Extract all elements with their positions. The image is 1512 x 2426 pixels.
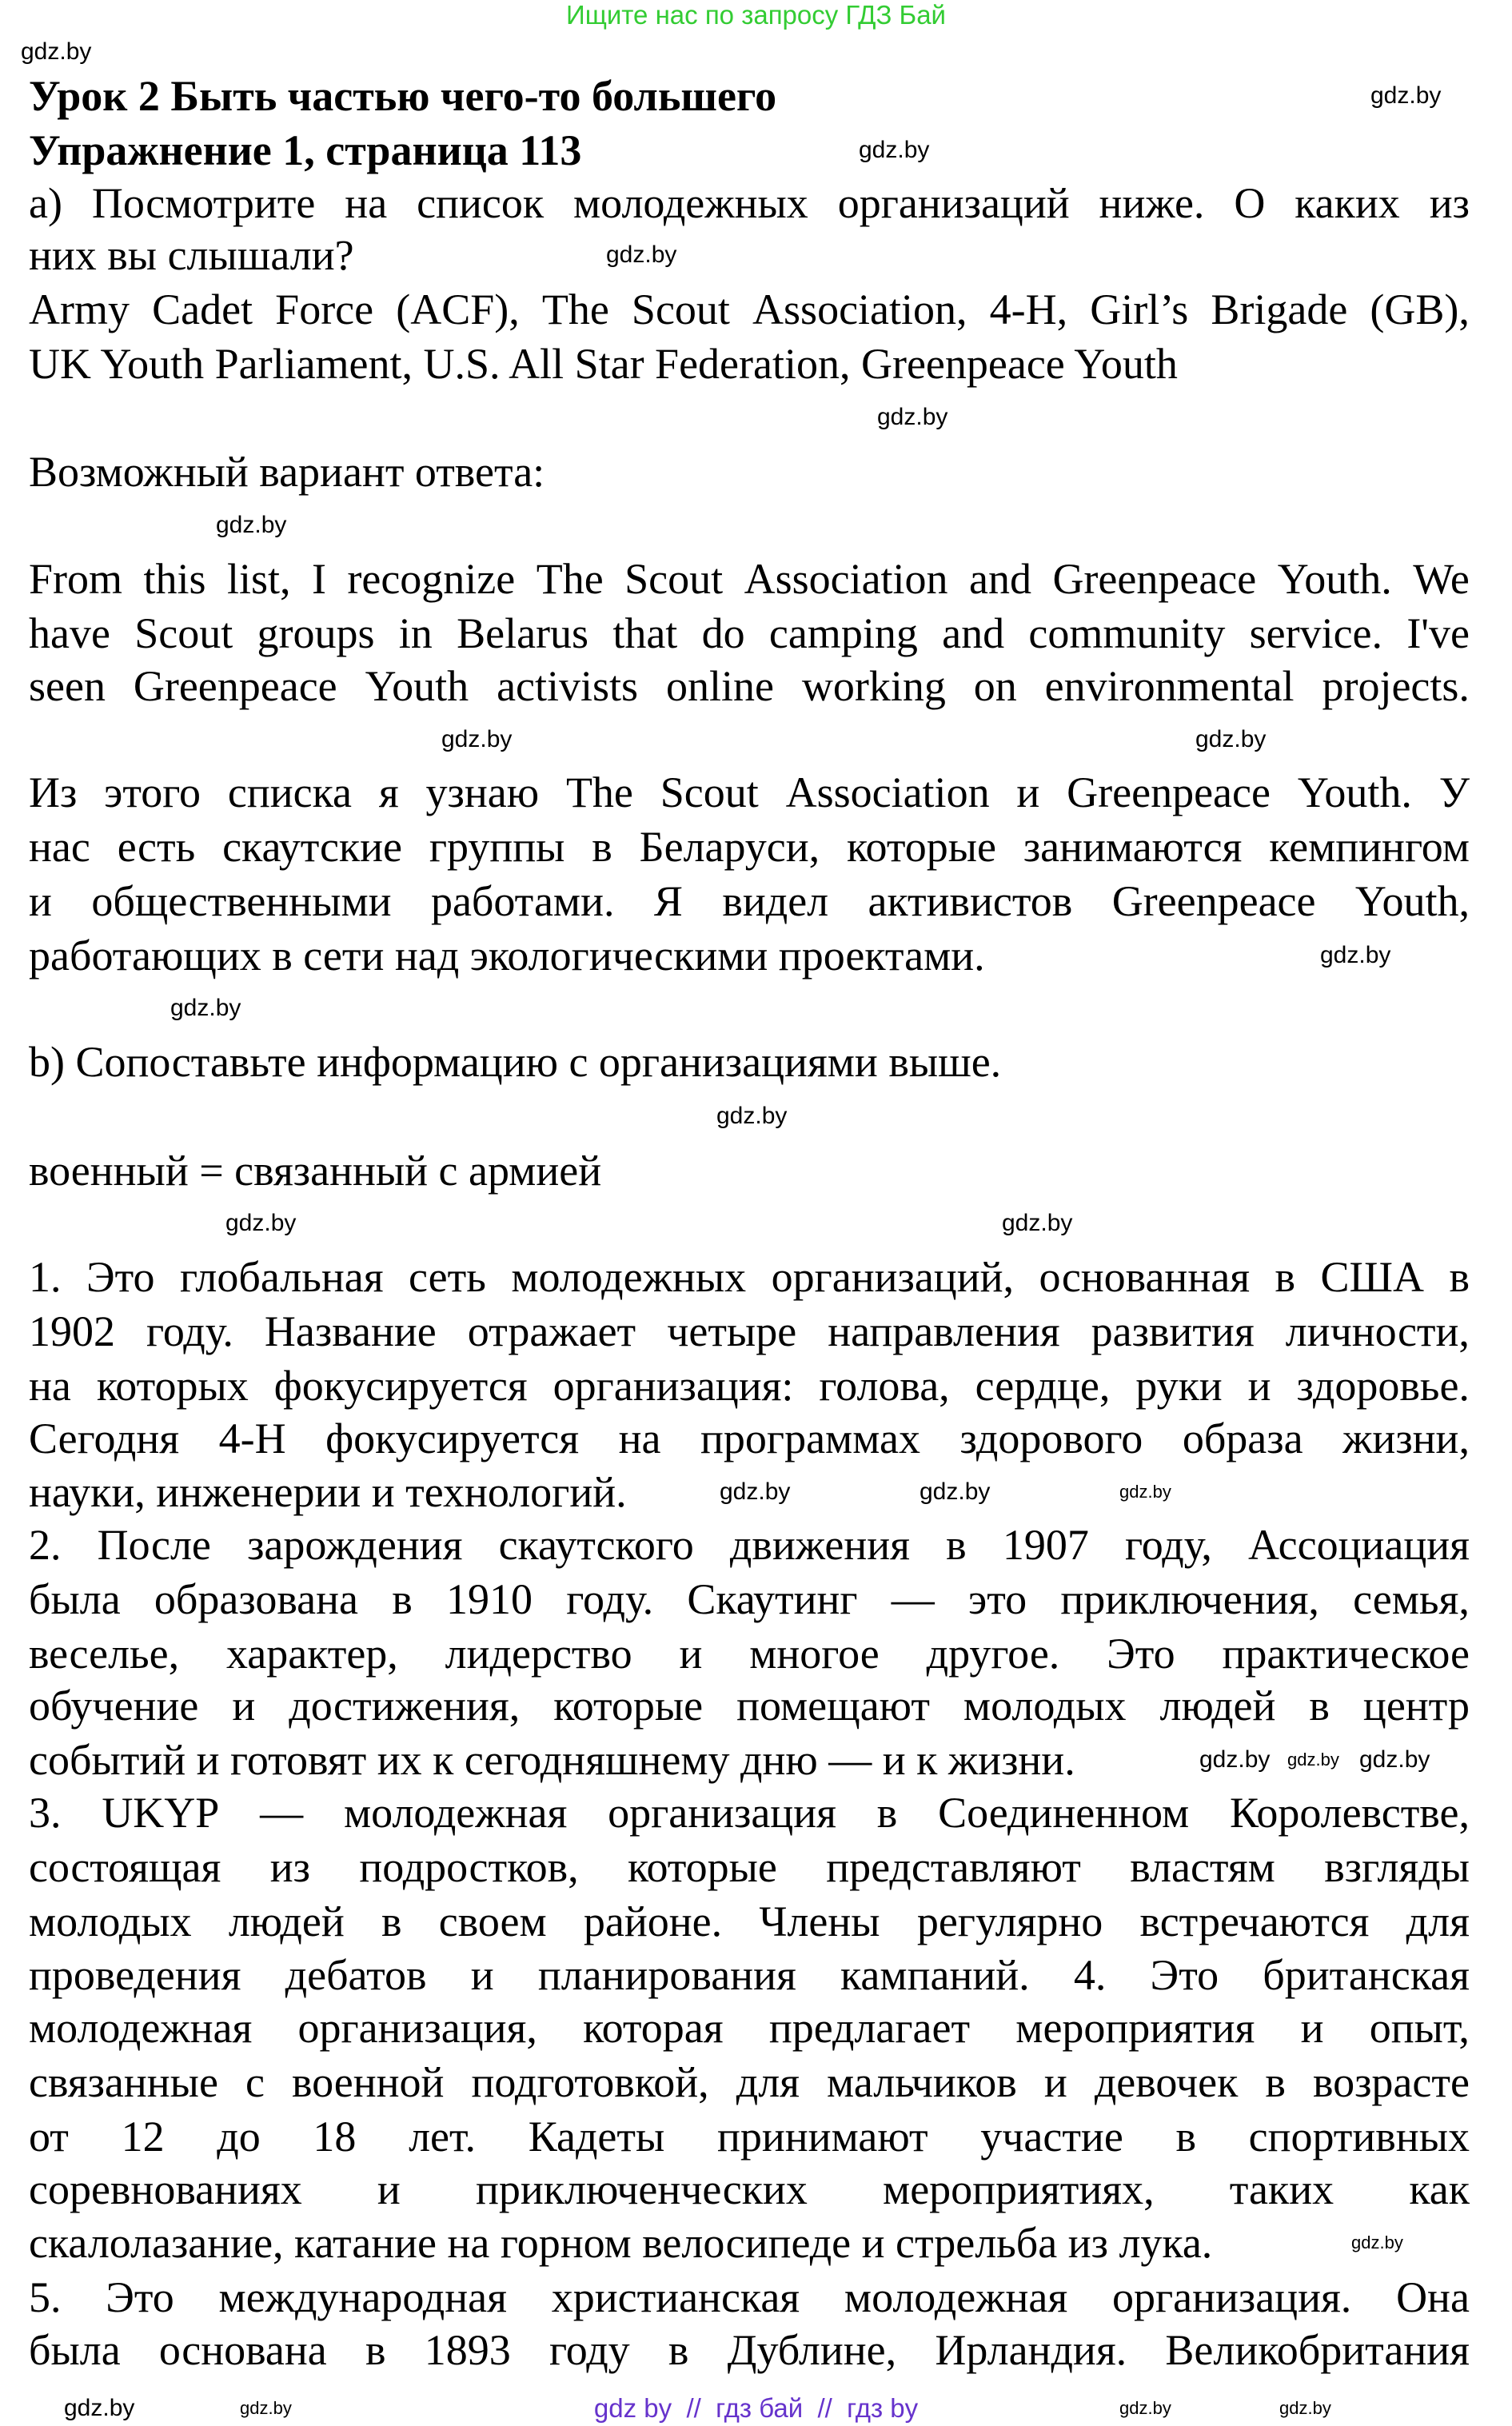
word: Это	[86, 1253, 155, 1301]
heading-line: Урок 2 Быть частью чего-то большего	[29, 72, 777, 120]
word: Великобритания	[1165, 2326, 1470, 2374]
word: на	[29, 1362, 71, 1410]
word: девочек	[1094, 2058, 1239, 2106]
word: организация.	[1111, 2273, 1352, 2321]
word: которые	[627, 1843, 777, 1891]
word: глобальная	[179, 1253, 384, 1301]
word: Girl’s	[1090, 285, 1189, 333]
word: в	[365, 2326, 386, 2374]
text-line	[29, 1630, 1470, 1678]
word: спортивных	[1248, 2113, 1470, 2161]
text-line	[29, 1843, 1470, 1891]
word: на	[345, 179, 388, 227]
word: в	[1449, 1253, 1470, 1301]
text-line	[29, 1897, 1470, 1945]
word: мероприятиях,	[883, 2165, 1155, 2213]
word: Это	[1150, 1951, 1219, 1999]
word: до	[217, 2113, 261, 2161]
word: и	[29, 877, 52, 925]
word: организация,	[297, 2004, 537, 2052]
word: camping	[768, 609, 918, 657]
word: Scout	[660, 768, 759, 816]
watermark-label: gdz.by	[859, 137, 930, 163]
watermark-label: gdz.by	[877, 404, 948, 430]
word: связанные	[29, 2058, 218, 2106]
word: activists	[497, 662, 639, 710]
word: программах	[700, 1415, 920, 1462]
word: Я	[653, 877, 683, 925]
word: состоящая	[29, 1843, 221, 1891]
word: группы	[429, 823, 565, 871]
word: Cadet	[152, 285, 253, 333]
word: online	[665, 662, 774, 710]
word: сеть	[409, 1253, 486, 1301]
word: Greenpeace	[1111, 877, 1316, 925]
watermark-label: gdz.by	[225, 1210, 297, 1236]
word: приключенческих	[475, 2165, 808, 2213]
watermark-label: gdz.by	[1359, 1746, 1430, 1773]
watermark-label: gdz.by	[1002, 1210, 1073, 1236]
word: личности,	[1285, 1307, 1470, 1355]
word: молодежных	[511, 1253, 747, 1301]
word: Скаутинг	[687, 1575, 858, 1623]
word: Association,	[752, 285, 967, 333]
footer-banner: gdz by // гдз бай // гдз by	[593, 2393, 919, 2423]
word: из	[1429, 179, 1470, 227]
word: После	[97, 1521, 211, 1569]
text-line	[29, 1253, 1470, 1301]
word: возрасте	[1312, 2058, 1470, 2106]
word: в	[392, 1575, 413, 1623]
word: которых	[96, 1362, 249, 1410]
word: направления	[828, 1307, 1060, 1355]
word: Ассоциация	[1248, 1521, 1470, 1569]
word: голова,	[819, 1362, 950, 1410]
word: организация	[608, 1789, 836, 1837]
word: Scout	[134, 609, 233, 657]
word: мероприятия	[1015, 2004, 1255, 2052]
word: руки	[1135, 1362, 1223, 1410]
word: предлагает	[768, 2004, 971, 2052]
word: организаций,	[771, 1253, 1014, 1301]
text-line	[29, 2113, 1470, 2161]
word: From	[29, 555, 123, 603]
word: соревнованиях	[29, 2165, 302, 2213]
word: фокусируется	[325, 1415, 580, 1462]
word: с	[245, 2058, 265, 2106]
word: 4.	[1073, 1951, 1107, 1999]
word: встречаются	[1139, 1897, 1370, 1945]
word: основанная	[1039, 1253, 1251, 1301]
watermark-label: gdz.by	[170, 995, 241, 1021]
word: Из	[29, 768, 78, 816]
word: достижения,	[289, 1682, 521, 1730]
watermark-label: gdz.by	[240, 2398, 292, 2418]
word: организация:	[553, 1362, 794, 1410]
word: Force	[275, 285, 374, 333]
word: организаций	[837, 179, 1070, 227]
word: своем	[438, 1897, 547, 1945]
word: Army	[29, 285, 130, 333]
word: активистов	[868, 877, 1073, 925]
word: здорового	[959, 1415, 1143, 1462]
text-line	[29, 1307, 1470, 1355]
word: Scout	[631, 285, 730, 333]
word: молодых	[963, 1682, 1127, 1730]
word: видел	[722, 877, 829, 925]
text-line: них вы слышали?	[29, 231, 354, 279]
word: environmental	[1044, 662, 1295, 710]
word: взгляды	[1324, 1843, 1470, 1891]
word: была	[29, 2326, 121, 2374]
word: Дублине,	[727, 2326, 897, 2374]
word: working	[801, 662, 946, 710]
word: в	[1265, 2058, 1286, 2106]
watermark-label: gdz.by	[1119, 1482, 1171, 1502]
word: Это	[1107, 1630, 1175, 1678]
word: занимаются	[1023, 823, 1243, 871]
word: для	[1406, 1897, 1470, 1945]
word: христианская	[551, 2273, 800, 2321]
word: британская	[1263, 1951, 1470, 1999]
word: seen	[29, 662, 106, 710]
word: как	[1409, 2165, 1470, 2213]
word: сердце,	[975, 1362, 1111, 1410]
text-line	[29, 609, 1470, 657]
word: —	[891, 1575, 935, 1623]
word: людей	[1159, 1682, 1276, 1730]
word: Association	[744, 555, 948, 603]
word: семья,	[1353, 1575, 1470, 1623]
word: и	[232, 1682, 256, 1730]
word: 5.	[29, 2273, 62, 2321]
word: Название	[264, 1307, 437, 1355]
word: кемпингом	[1269, 823, 1470, 871]
text-line: UK Youth Parliament, U.S. All Star Federation, Greenpeace Youth	[29, 340, 1178, 388]
word: образа	[1182, 1415, 1303, 1462]
watermark-label: gdz.by	[920, 1478, 991, 1505]
text-line	[29, 555, 1470, 603]
word: Члены	[759, 1897, 880, 1945]
word: веселье,	[29, 1630, 180, 1678]
word: (ACF),	[396, 285, 520, 333]
word: молодых	[29, 1897, 192, 1945]
word: и	[1247, 1362, 1271, 1410]
word: Королевстве,	[1230, 1789, 1470, 1837]
word: в	[592, 823, 612, 871]
word: отражает	[467, 1307, 636, 1355]
text-line: военный = связанный с армией	[29, 1147, 602, 1195]
word: для	[736, 2058, 800, 2106]
text-line: работающих в сети над экологическими проектами.	[29, 932, 985, 980]
word: из	[269, 1843, 310, 1891]
word: и	[1300, 2004, 1324, 2052]
word: Кадеты	[528, 2113, 665, 2161]
word: and	[969, 555, 1031, 603]
word: и	[377, 2165, 401, 2213]
word: обучение	[29, 1682, 199, 1730]
word: лет.	[409, 2113, 477, 2161]
word: лидерство	[445, 1630, 632, 1678]
word: 1.	[29, 1253, 62, 1301]
word: on	[973, 662, 1017, 710]
word: четыре	[667, 1307, 797, 1355]
word: таких	[1229, 2165, 1334, 2213]
watermark-label: gdz.by	[1195, 726, 1267, 752]
word: The	[536, 555, 604, 603]
word: Youth.	[1277, 555, 1392, 603]
word: в	[381, 1897, 402, 1945]
word: я	[378, 768, 399, 816]
text-line	[29, 823, 1470, 871]
word: в	[1275, 1253, 1296, 1301]
word: и	[679, 1630, 703, 1678]
word: в	[1175, 2113, 1196, 2161]
word: in	[398, 609, 433, 657]
word: которые	[553, 1682, 704, 1730]
word: опыт,	[1369, 2004, 1470, 2052]
watermark-label: gdz.by	[606, 241, 677, 268]
word: Сегодня	[29, 1415, 180, 1462]
word: список	[417, 179, 545, 227]
heading-line: Упражнение 1, страница 113	[29, 126, 582, 174]
word: I	[311, 555, 326, 603]
word: образована	[154, 1575, 358, 1623]
word: принимают	[716, 2113, 928, 2161]
word: которые	[847, 823, 996, 871]
word: 12	[121, 2113, 165, 2161]
word: community	[1028, 609, 1226, 657]
text-line	[29, 2165, 1470, 2213]
word: списка	[227, 768, 353, 816]
word: этого	[104, 768, 201, 816]
word: представляют	[826, 1843, 1081, 1891]
word: помещают	[736, 1682, 930, 1730]
word: service.	[1249, 609, 1383, 657]
watermark-label: gdz.by	[1370, 82, 1442, 109]
word: участие	[980, 2113, 1123, 2161]
word: году.	[566, 1575, 654, 1623]
word: 4-H,	[989, 285, 1068, 333]
word: (GB),	[1370, 285, 1470, 333]
word: в	[1309, 1682, 1330, 1730]
word: практическое	[1222, 1630, 1470, 1678]
word: молодежная	[29, 2004, 253, 2052]
word: Brigade	[1211, 285, 1348, 333]
word: 3.	[29, 1789, 62, 1837]
text-line: событий и готовят их к сегодняшнему дню — и к жизни.	[29, 1736, 1075, 1784]
word: The	[565, 768, 633, 816]
word: have	[29, 609, 110, 657]
word: на	[618, 1415, 661, 1462]
watermark-label: gdz.by	[216, 512, 287, 538]
text-line	[29, 1521, 1470, 1569]
word: была	[29, 1575, 121, 1623]
word: Greenpeace	[133, 662, 337, 710]
word: году,	[1125, 1521, 1212, 1569]
text-line	[29, 2326, 1470, 2374]
word: 18	[313, 2113, 357, 2161]
word: подготовкой,	[471, 2058, 709, 2106]
watermark-label: gdz.by	[716, 1103, 788, 1129]
word: У	[1438, 768, 1470, 816]
word: Она	[1396, 2273, 1470, 2321]
word: молодежных	[572, 179, 808, 227]
word: многое	[749, 1630, 880, 1678]
word: общественными	[91, 877, 392, 925]
word: скаутские	[222, 823, 403, 871]
search-us-banner: Ищите нас по запросу ГДЗ Бай	[566, 0, 946, 30]
watermark-label: gdz.by	[1279, 2398, 1331, 2418]
word: Беларуси,	[639, 823, 820, 871]
word: и	[1016, 768, 1040, 816]
text-line	[29, 1362, 1470, 1410]
text-line	[29, 662, 1470, 710]
word: I've	[1406, 609, 1470, 657]
word: жизни,	[1342, 1415, 1470, 1462]
watermark-label: gdz.by	[21, 38, 92, 65]
text-line	[29, 1789, 1470, 1837]
word: and	[942, 609, 1005, 657]
word: другое.	[926, 1630, 1060, 1678]
word: характер,	[225, 1630, 398, 1678]
word: Greenpeace	[1052, 555, 1257, 603]
text-line	[29, 1951, 1470, 1999]
word: подростков,	[359, 1843, 579, 1891]
text-line	[29, 2058, 1470, 2106]
word: зарождения	[247, 1521, 463, 1569]
word: в	[876, 1789, 898, 1837]
word: 2.	[29, 1521, 62, 1569]
word: году	[549, 2326, 630, 2374]
word: международная	[218, 2273, 507, 2321]
text-line	[29, 1415, 1470, 1462]
word: кампаний.	[840, 1951, 1030, 1999]
word: Youth	[365, 662, 469, 710]
word: а)	[29, 179, 62, 227]
word: нас	[29, 823, 90, 871]
word: и	[470, 1951, 494, 1999]
word: 1907	[1002, 1521, 1089, 1569]
word: властям	[1130, 1843, 1275, 1891]
word: развития	[1091, 1307, 1255, 1355]
word: Соединенном	[938, 1789, 1190, 1837]
word: Association	[785, 768, 990, 816]
word: this	[143, 555, 206, 603]
word: 1910	[446, 1575, 533, 1623]
word: Посмотрите	[91, 179, 316, 227]
word: скаутского	[498, 1521, 694, 1569]
text-line	[29, 1682, 1470, 1730]
text-line	[29, 285, 1470, 333]
word: году.	[146, 1307, 233, 1355]
word: движения	[729, 1521, 910, 1569]
watermark-label: gdz.by	[720, 1478, 791, 1505]
text-line	[29, 2004, 1470, 2052]
word: центр	[1362, 1682, 1470, 1730]
word: О	[1234, 179, 1266, 227]
text-line: скалолазание, катание на горном велосипеде и стрельба из лука.	[29, 2219, 1213, 2267]
word: projects.	[1322, 662, 1470, 710]
word: Scout	[624, 555, 724, 603]
word: каких	[1295, 179, 1400, 227]
text-line	[29, 768, 1470, 816]
watermark-label: gdz.by	[1287, 1750, 1339, 1770]
word: дебатов	[285, 1951, 427, 1999]
word: We	[1413, 555, 1470, 603]
word: UKYP	[102, 1789, 220, 1837]
watermark-label: gdz.by	[441, 726, 513, 752]
word: в	[668, 2326, 689, 2374]
word: list,	[226, 555, 291, 603]
word: в	[946, 1521, 967, 1569]
word: молодежная	[844, 2273, 1068, 2321]
word: 4-H	[218, 1415, 286, 1462]
word: 1902	[29, 1307, 115, 1355]
word: США	[1320, 1253, 1424, 1301]
word: людей	[228, 1897, 345, 1945]
word: районе.	[583, 1897, 723, 1945]
word: that	[612, 609, 678, 657]
word: это	[968, 1575, 1027, 1623]
text-line: науки, инженерии и технологий.	[29, 1468, 627, 1516]
text-line: b) Сопоставьте информацию с организациями выше.	[29, 1038, 1002, 1086]
text-line: Возможный вариант ответа:	[29, 448, 545, 496]
word: Youth.	[1297, 768, 1412, 816]
text-line	[29, 877, 1470, 925]
text-line	[29, 1575, 1470, 1623]
word: do	[701, 609, 745, 657]
text-line	[29, 179, 1470, 227]
word: есть	[117, 823, 196, 871]
word: военной	[292, 2058, 445, 2106]
word: регулярно	[916, 1897, 1103, 1945]
word: узнаю	[425, 768, 540, 816]
word: мальчиков	[827, 2058, 1017, 2106]
word: которая	[583, 2004, 724, 2052]
word: основана	[158, 2326, 327, 2374]
word: работами.	[430, 877, 615, 925]
word: Это	[106, 2273, 174, 2321]
word: фокусируется	[273, 1362, 528, 1410]
text-line	[29, 2273, 1470, 2321]
word: 1893	[424, 2326, 511, 2374]
word: молодежная	[343, 1789, 568, 1837]
word: recognize	[347, 555, 516, 603]
word: The	[541, 285, 609, 333]
word: Ирландия.	[935, 2326, 1127, 2374]
word: от	[29, 2113, 69, 2161]
watermark-label: gdz.by	[64, 2395, 135, 2421]
word: groups	[257, 609, 375, 657]
word: здоровье.	[1296, 1362, 1470, 1410]
word: планирования	[537, 1951, 796, 1999]
word: Greenpeace	[1067, 768, 1271, 816]
watermark-label: gdz.by	[1351, 2232, 1403, 2252]
word: —	[260, 1789, 304, 1837]
watermark-label: gdz.by	[1119, 2398, 1171, 2418]
word: Youth,	[1354, 877, 1470, 925]
word: ниже.	[1099, 179, 1205, 227]
word: Belarus	[457, 609, 589, 657]
watermark-label: gdz.by	[1199, 1746, 1271, 1773]
word: проведения	[29, 1951, 241, 1999]
word: и	[1043, 2058, 1067, 2106]
watermark-label: gdz.by	[1320, 942, 1391, 968]
word: приключения,	[1060, 1575, 1319, 1623]
